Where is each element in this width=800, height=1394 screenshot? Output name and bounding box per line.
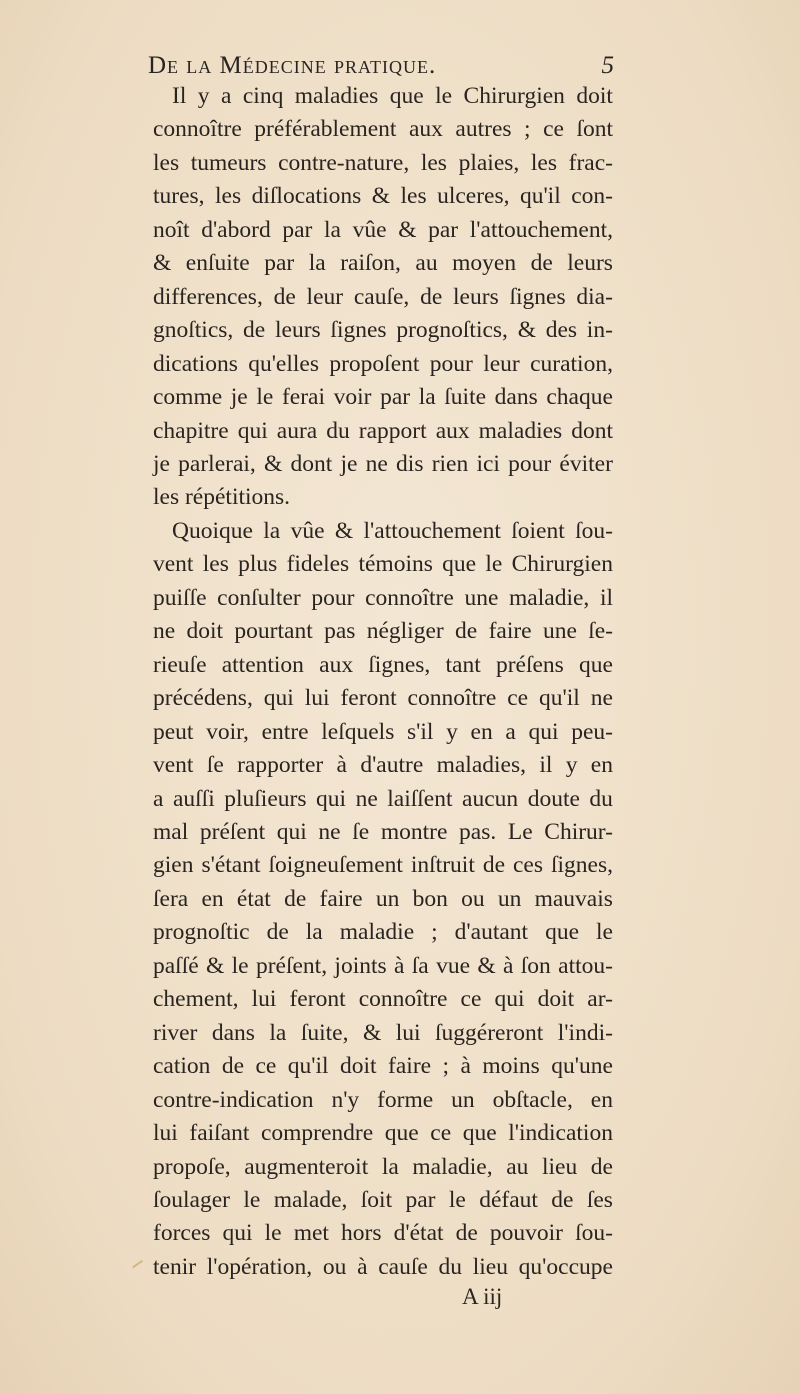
- text-line: puiſſe conſulter pour connoître une maladie, il: [153, 584, 613, 611]
- signature-mark: A iij: [462, 1284, 503, 1309]
- text-line: Il y a cinq maladies que le Chirurgien doit: [172, 83, 613, 109]
- text-line: paſſé & le préſent, joints à ſa vue & à ſon attou-: [153, 952, 613, 979]
- text-line: connoître préférablement aux autres ; ce ſont: [153, 116, 613, 143]
- text-line: gien s'étant ſoigneuſement inſtruit de ces ſignes,: [153, 852, 613, 879]
- text-line: cation de ce qu'il doit faire ; à moins qu'une: [153, 1053, 613, 1080]
- text-line: a auſſi pluſieurs qui ne laiſſent aucun doute du: [153, 785, 613, 812]
- text-line: contre-indication n'y forme un obſtacle, en: [153, 1086, 613, 1113]
- text-line: forces qui le met hors d'état de pouvoir ſou-: [153, 1220, 613, 1247]
- text-line: tures, les diſlocations & les ulceres, qu'il con-: [153, 183, 613, 210]
- paper-stain: [132, 1260, 150, 1278]
- text-line: noît d'abord par la vûe & par l'attouchement,: [153, 216, 613, 243]
- text-line: propoſe, augmenteroit la maladie, au lieu de: [153, 1153, 613, 1180]
- text-line: dications qu'elles propoſent pour leur curation,: [153, 350, 613, 377]
- running-title: De la Médecine pratique.: [148, 52, 437, 79]
- text-line: rieuſe attention aux ſignes, tant préſens que: [153, 651, 613, 678]
- text-line: comme je le ferai voir par la ſuite dans chaque: [153, 384, 613, 411]
- text-line: mal préſent qui ne ſe montre pas. Le Chirur-: [153, 818, 613, 845]
- text-line: chement, lui feront connoître ce qui doit ar-: [153, 986, 613, 1013]
- text-line: chapitre qui aura du rapport aux maladies dont: [153, 417, 613, 444]
- text-line: lui faiſant comprendre que ce que l'indication: [153, 1120, 613, 1147]
- text-line: river dans la ſuite, & lui ſuggéreront l'indi-: [153, 1019, 613, 1046]
- text-line: les répétitions.: [153, 484, 291, 511]
- text-line: vent les plus fideles témoins que le Chirurgien: [153, 551, 613, 578]
- text-line: peut voir, entre leſquels s'il y en a qui peu-: [153, 718, 613, 745]
- text-line: ſera en état de faire un bon ou un mauvais: [153, 885, 613, 912]
- text-line: tenir l'opération, ou à cauſe du lieu qu'occupe: [153, 1253, 613, 1280]
- text-line: je parlerai, & dont je ne dis rien ici pour éviter: [153, 450, 613, 477]
- text-line: ne doit pourtant pas négliger de faire une ſe-: [153, 618, 613, 645]
- text-line: les tumeurs contre-nature, les plaies, les frac-: [153, 149, 613, 176]
- text-line: & enſuite par la raiſon, au moyen de leurs: [153, 250, 613, 277]
- text-line: précédens, qui lui feront connoître ce qu'il ne: [153, 685, 613, 712]
- page-number: 5: [601, 52, 614, 79]
- text-line: differences, de leur cauſe, de leurs ſignes dia-: [153, 283, 613, 310]
- text-line: vent ſe rapporter à d'autre maladies, il y en: [153, 752, 613, 779]
- text-line: prognoſtic de la maladie ; d'autant que le: [153, 919, 613, 946]
- text-line: gnoſtics, de leurs ſignes prognoſtics, & des in-: [153, 317, 613, 344]
- text-line: Quoique la vûe & l'attouchement ſoient ſou-: [172, 517, 613, 544]
- body-text: [153, 80, 613, 1284]
- text-line: ſoulager le malade, ſoit par le défaut de ſes: [153, 1186, 613, 1213]
